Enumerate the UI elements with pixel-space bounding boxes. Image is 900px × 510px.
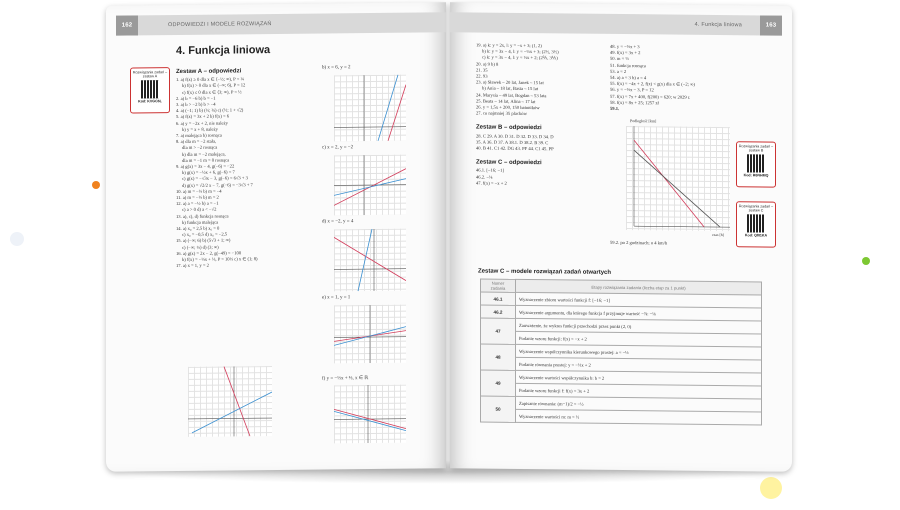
graph-b-lines [334,75,406,142]
answer-line: b) f(x) > 0 dla x ∈ (−∞; 6), P = 12 [182,82,246,89]
yellow-dot-decoration [760,477,782,499]
left-page [106,2,446,472]
answer-line: 27. co najmniej 35 placków [476,110,527,117]
graph-c-lines [334,155,406,216]
answer-line: 59.1. [610,105,620,112]
answer-line: 9. a) g(x) = 3x − 4, g(−6) = −22 [176,163,235,170]
graph-f-label: f) y = −⅓x + ⅔, x ∈ ℝ [322,376,369,382]
answer-line: 25. Beata – 14 lat, Alina – 17 lat [476,98,536,104]
answer-line: 6. a) y = −2x + 2, nie należy [176,120,228,126]
task-step: Wyznaczenie współczynnika kierunkowego prostej: a = −⅓ [516,344,762,360]
graph-17a [188,366,272,437]
answer-line: b) f(x) = −⅓x + ⅓, P = 10⅓ c) x ∈ (1; 8) [182,256,258,263]
open-book [106,4,792,474]
answer-line: b) dla m = −2 malejąca, [182,151,226,157]
chart-59-xlabel: czas [h] [712,232,724,238]
answer-line: 49. f(x) = 3x + 2 [610,50,641,56]
c-answer-line: 47. f(x) = −x + 2 [476,180,507,186]
answer-line: 12. a) a = −½ b) a = −1 [176,200,219,207]
graph-f [334,385,406,444]
answer-line: 3. a) b > −2 b) b > −4 [176,101,216,108]
section-b-heading: Zestaw B – odpowiedzi [476,124,542,132]
table-header-number: Numer zadania [481,279,516,292]
right-page-number: 163 [760,15,782,35]
answer-line: c) a > 0 d) a < −√2 [182,207,217,213]
task-step: Wyznaczenie argumentu, dla którego funkcja f przyjmuje wartość −⅞: −⅛ [516,305,762,321]
graph-c-label: c) x = 2, y = −2 [322,145,354,151]
graph-d-lines [334,229,406,292]
answer-line: 16. a) g(x) = 2x − 2, g(−49) = −100 [176,250,242,256]
task-step: Podanie równania prostej: y = −⅓x + 2 [516,357,762,373]
right-page-header [450,12,782,35]
answer-59-2: 59.2. po 2 godzinach; o 4 km/h [610,239,668,246]
qr-code-text: Kod: Q8I1KA [744,233,768,238]
answer-line: b) Ania – 18 lat, Basia – 15 lat [482,85,539,92]
task-number: 48 [481,344,516,370]
answer-line: 21. 35 [476,67,488,73]
answer-line: b) g(x) = −½x + 6, g(−6) = 7 [182,169,235,176]
table-row [481,409,762,425]
graph-e [334,305,406,364]
answer-line: c) k: y = 3x − 4, l: y = ½x + 2; (2⅖, 3⅕) [482,54,558,61]
graph-b [334,75,406,142]
task-step: Wyznaczenie zbioru wartości funkcji f: [−16; −1] [516,292,762,308]
task-step: Wyznaczenie wartości współczynnika b: b = 2 [516,370,762,386]
graph-e-lines [334,305,406,364]
answers-column-2 [610,44,695,113]
section-c-heading: Zestaw C – odpowiedzi [476,159,542,167]
chart-59-lines [626,126,730,231]
lightblue-dot-decoration [10,232,24,246]
table-title: Zestaw C – modele rozwiązań zadań otwartych [478,268,612,276]
c-answer-line: 46.2. −⅛ [476,174,493,180]
task-number: 47 [481,318,516,344]
graph-b-label: b) x = 6, y = 2 [322,65,351,71]
answer-line: 13. a), c), d) funkcja rosnąca [176,213,229,219]
answer-line: 5. a) f(x) = 3x + 2 b) f(x) = 6 [176,113,230,120]
answer-line: 10. a) m = −⅓ b) m = −4 [176,188,222,194]
answer-line: 58. f(x) = 8x + 25; 1257 zł [610,99,659,106]
qr-code-icon [747,154,765,172]
graph-f-lines [334,385,406,444]
qr-code-icon [747,214,765,232]
left-header-title: ODPOWIEDZI I MODELE ROZWIĄZAŃ [168,21,272,29]
qr-label: Rozwiązania zadań – zestaw A [132,70,168,79]
task-number: 46.2 [481,305,516,318]
answer-line: 22. 93 [476,73,488,79]
chart-59-caption: Podległość [km] [630,118,657,124]
chapter-title: 4. Funkcja liniowa [176,44,271,58]
task-number: 49 [481,370,516,396]
answer-line: c) (−∞; ½) d) (3; ∞) [182,244,219,250]
right-page [450,2,792,472]
answer-line: 53. a = 2 [610,68,627,74]
answer-line: 7. a) malejąca b) rosnąca [176,132,222,139]
answer-line: 17. a) x = 1, y = 2 [176,262,209,269]
answer-line: 2. a) b = −6 b) b = −1 [176,95,216,101]
qr-label: Rozwiązania zadań – zestaw C [738,204,774,213]
graph-e-label: e) x = 1, y = 1 [322,295,351,301]
graph-17a-lines [188,366,272,437]
qr-card-zestaw-a [130,67,170,113]
answer-line: 14. a) x₀ = 2,5 b) x₀ = 0 [176,225,220,232]
c-answer-line: 46.1. [−16; −1] [476,167,504,174]
answer-line: c) x₀ = −0,5 d) x₀ = −2,5 [182,231,228,238]
task-number: 46.1 [481,292,516,305]
b-answer-line: 35. A 36. D 37. A 38.1. D 38.2. B 39. C [476,139,549,146]
task-step: Zauważenie, że wykres funkcji przechodzi przez punkt (2, 0) [516,318,762,334]
answer-line: 11. a) m = −⅓ b) m = 2 [176,194,219,201]
task-step: Podanie wzoru funkcji f: f(x) = 3x + 2 [516,383,762,399]
answer-line: c) f(x) ≤ 0 dla x ∈ ⟨3; ∞), P = ½ [182,88,242,95]
qr-code-icon [141,80,159,98]
graph-d-label: d) x = −2, y = 4 [322,219,354,225]
answer-line: d) g(x) = √2/2 x − 7, g(−6) = −3√3 + 7 [182,181,253,188]
task-step: Podanie wzoru funkcji: f(x) = −x + 2 [516,331,762,347]
answer-line: b) y = x + 8, należy [182,126,218,132]
answer-line: b) funkcja malejąca [182,219,219,225]
green-dot-decoration [862,257,870,265]
answer-line: 55. f(x) = −4x + 2, f(x) < g(x) dla x ∈ (−2; ∞) [610,81,695,87]
answer-line: 4. a) (−1; 1) b) (½; ¾) c) (½; 1 + √2) [176,107,244,114]
answer-line: 26. y = 1,5x + 200, 150 batoników [476,104,540,111]
answers-column-a [176,68,258,269]
qr-card-zestaw-b [736,141,776,187]
task-step: Wyznaczenie wartości m: m = ½ [516,409,762,425]
answer-line: 20. a) 9 b) 8 [476,61,499,67]
qr-label: Rozwiązania zadań – zestaw B [738,144,774,153]
answer-line: 54. a) a = 3 b) a = 4 [610,74,647,81]
task-number: 50 [481,396,516,422]
left-page-number: 162 [116,15,138,35]
answer-line: dla m > −2 rosnąca [182,145,218,151]
answer-line: b) k: y = 3x − 4, l: y = −½x + 3; (2½, 3½) [482,48,559,55]
qr-code-text: Kod: R6NHMQ [743,173,769,178]
answer-line: dla m = −1 m = 0 rosnąca [182,157,230,163]
answer-line: 19. a) k: y = 2x, l: y = −x + 3; (1, 2) [476,42,542,49]
chart-59 [626,126,730,231]
right-header-title: 4. Funkcja liniowa [694,21,742,29]
answer-line: 50. m = ½ [610,56,629,62]
qr-card-zestaw-c [736,201,776,247]
answer-line: 57. f(x) = 7x + 400, f(200) = 620; w 2029 r. [610,93,691,100]
solutions-table [480,279,762,426]
qr-code-text: Kod: KVGC6L [138,99,162,104]
b-answer-line: 40. B 41. C1 42. DG 43. PF 44. C1 45. PP [476,145,554,152]
answer-line: 23. a) Sławek – 20 lat, Janek – 15 lat [476,79,544,86]
orange-dot-decoration [92,181,100,189]
graph-d [334,229,406,292]
answer-line: 24. Marysia – 49 lat, Bogdan – 53 lata [476,92,547,98]
answer-line: c) g(x) = −√3x − 3, g(−6) = 6√3 + 3 [182,175,248,182]
answer-line: 1. a) f(x) ≥ 0 dla x ∈ ⟨−½; ∞), P = ¼ [176,76,244,83]
b-answer-line: 28. C 29. A 30. D 31. D 32. D 33. D 34. D [476,133,554,139]
graph-c [334,155,406,216]
task-step: Zapisanie równania: (m−1)/2 = −½ [516,396,762,412]
answer-line: 15. a) (−∞; 6) b) (5√3 + 1; ∞) [176,237,231,244]
answer-line: 48. y = −⅓x + 3 [610,43,640,50]
answer-line: 51. funkcja rosnąca [610,62,646,68]
answer-line: 8. a) dla m = −2 stała, [176,138,217,145]
section-a-heading: Zestaw A – odpowiedzi [176,68,242,76]
answers-column-1 [476,42,559,187]
left-page-header [116,12,446,35]
table-header-steps: Etapy rozwiązania zadania (liczba etap za 1 punkt) [516,279,762,295]
answer-line: 56. y = −⅓x − 3, P = 12 [610,87,654,93]
